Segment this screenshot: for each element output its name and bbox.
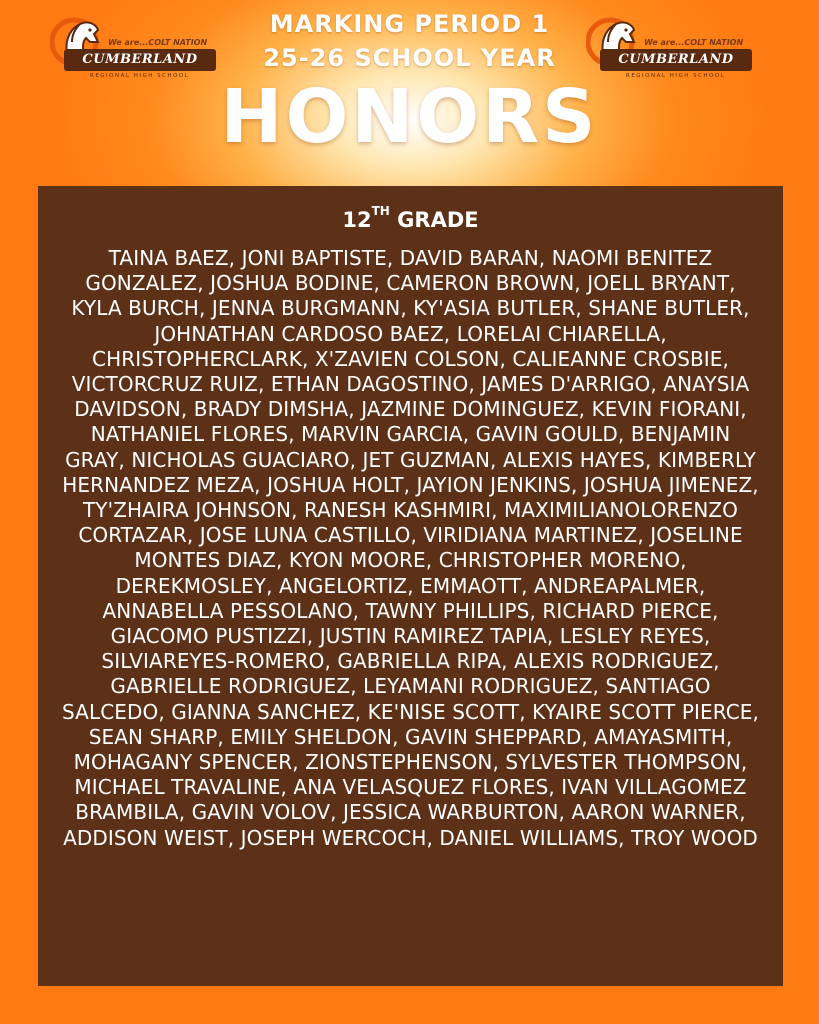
honors-title: HONORS (220, 74, 599, 160)
logo-brand: CUMBERLAND (600, 49, 752, 71)
grade-suffix: TH (371, 204, 390, 218)
logo-tagline: We are...COLT NATION (108, 38, 208, 47)
logo-subtitle: REGIONAL HIGH SCHOOL (90, 73, 190, 79)
grade-label: GRADE (397, 208, 479, 232)
honors-list-panel (38, 186, 783, 986)
logo-tagline: We are...COLT NATION (644, 38, 744, 47)
marking-period-heading: MARKING PERIOD 1 (269, 10, 550, 38)
logo-subtitle: REGIONAL HIGH SCHOOL (626, 73, 726, 79)
grade-number: 12 (342, 208, 372, 232)
honors-names-list: TAINA BAEZ, JONI BAPTISTE, DAVID BARAN, NAOMI BENITEZ GONZALEZ, JOSHUA BODINE, CAMERON BROWN, JOELL BRYANT, KYLA BURCH, JENNA BURGMANN, KY'ASIA BUTLER, SHANE BUTLER, JOHNATHAN CARDOSO BAEZ, LORELAI CHIARELLA, CHRISTOPHERCLARK, X'ZAVIEN COLSON, CALIEANNE CROSBIE, VICTORCRUZ RUIZ, ETHAN DAGOSTINO, JAMES D'ARRIGO, ANAYSIA DAVIDSON, BRADY DIMSHA, JAZMINE DOMINGUEZ, KEVIN FIORANI, NATHANIEL FLORES, MARVIN GARCIA, GAVIN GOULD, BENJAMIN GRAY, NICHOLAS GUACIARO, JET GUZMAN, ALEXIS HAYES, KIMBERLY HERNANDEZ MEZA, JOSHUA HOLT, JAYION JENKINS, JOSHUA JIMENEZ, TY'ZHAIRA JOHNSON, RANESH KASHMIRI, MAXIMILIANOLORENZO CORTAZAR, JOSE LUNA CASTILLO, VIRIDIANA MARTINEZ, JOSELINE MONTES DIAZ, KYON MOORE, CHRISTOPHER MORENO, DEREKMOSLEY, ANGELORTIZ, EMMAOTT, ANDREAPALMER, ANNABELLA PESSOLANO, TAWNY PHILLIPS, RICHARD PIERCE, GIACOMO PUSTIZZI, JUSTIN RAMIREZ TAPIA, LESLEY REYES, SILVIAREYES-ROMERO, GABRIELLA RIPA, ALEXIS RODRIGUEZ, GABRIELLE RODRIGUEZ, LEYAMANI RODRIGUEZ, SANTIAGO SALCEDO, GIANNA SANCHEZ, KE'NISE SCOTT, KYAIRE SCOTT PIERCE, SEAN SHARP, EMILY SHELDON, GAVIN SHEPPARD, AMAYASMITH, MOHAGANY SPENCER, ZIONSTEPHENSON, SYLVESTER THOMPSON, MICHAEL TRAVALINE, ANA VELASQUEZ FLORES, IVAN VILLAGOMEZ BRAMBILA, GAVIN VOLOV, JESSICA WARBURTON, AARON WARNER, ADDISON WEIST, JOSEPH WERCOCH, DANIEL WILLIAMS, TROY WOOD (62, 246, 759, 850)
school-year-heading: 25-26 SCHOOL YEAR (263, 44, 556, 72)
grade-heading (38, 204, 783, 232)
logo-brand: CUMBERLAND (64, 49, 216, 71)
